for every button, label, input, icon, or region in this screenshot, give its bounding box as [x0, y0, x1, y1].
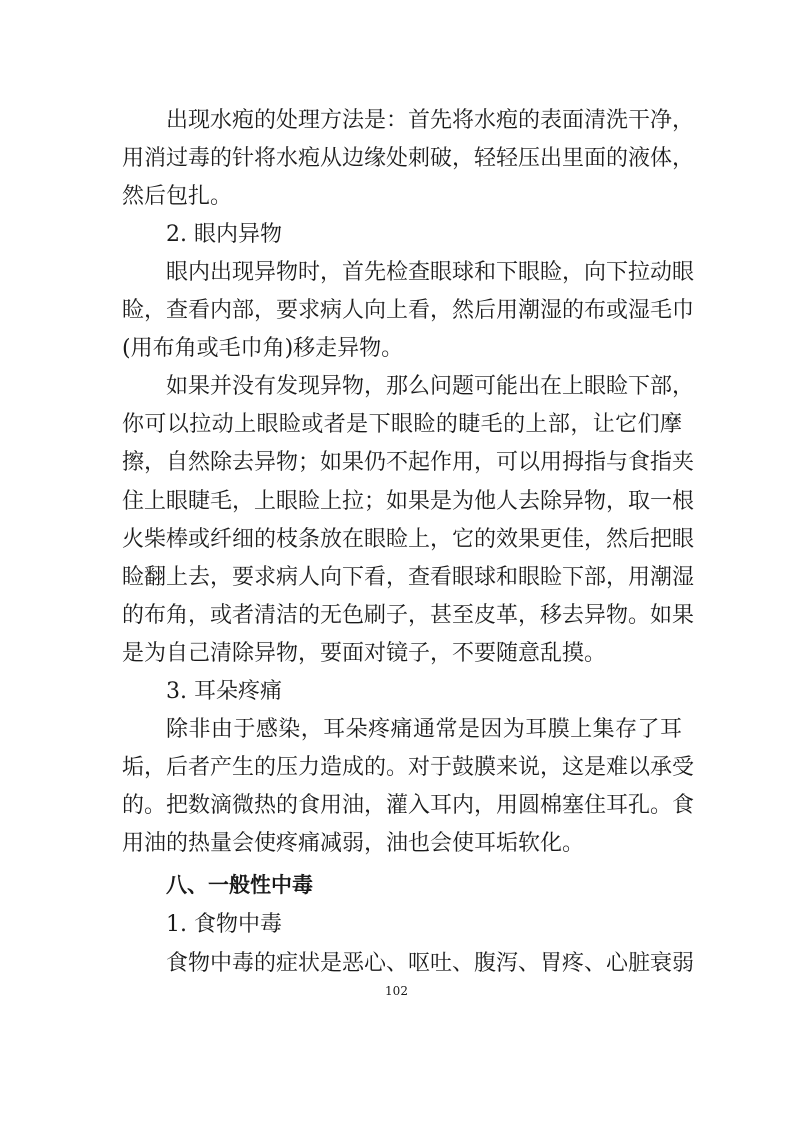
- text-line: 眼内出现异物时，首先检查眼球和下眼睑，向下拉动眼: [166, 260, 695, 285]
- text-line: 睑翻上去，要求病人向下看，查看眼球和眼睑下部，用潮湿: [122, 565, 695, 590]
- subsection-heading-ear: 3. 耳朵疼痛: [166, 679, 282, 704]
- text-line: 的布角，或者清洁的无色刷子，甚至皮革，移去异物。如果: [122, 603, 695, 628]
- text-line: 垢，后者产生的压力造成的。对于鼓膜来说，这是难以承受: [122, 755, 695, 780]
- subsection-heading-food: 1. 食物中毒: [166, 912, 282, 937]
- text-line: 睑，查看内部，要求病人向上看，然后用潮湿的布或湿毛巾: [122, 298, 695, 323]
- text-line: 除非由于感染，耳朵疼痛通常是因为耳膜上集存了耳: [166, 717, 682, 742]
- text-line: 用油的热量会使疼痛减弱，油也会使耳垢软化。: [122, 831, 585, 856]
- text-line: 是为自己清除异物，要面对镜子，不要随意乱摸。: [122, 641, 607, 666]
- page-number: 102: [385, 984, 408, 998]
- text-line: 如果并没有发现异物，那么问题可能出在上眼睑下部，: [166, 374, 695, 399]
- subsection-heading-eye: 2. 眼内异物: [166, 222, 282, 247]
- text-line: 擦，自然除去异物；如果仍不起作用，可以用拇指与食指夹: [122, 450, 695, 475]
- text-line: 用消过毒的针将水疱从边缘处刺破，轻轻压出里面的液体，: [122, 146, 695, 171]
- text-line: 然后包扎。: [122, 184, 233, 209]
- text-line: 出现水疱的处理方法是：首先将水疱的表面清洗干净，: [166, 108, 695, 133]
- text-line: 住上眼睫毛，上眼睑上拉；如果是为他人去除异物，取一根: [122, 489, 695, 514]
- section-heading: 八、一般性中毒: [166, 873, 313, 897]
- text-line: 火柴棒或纤细的枝条放在眼睑上，它的效果更佳，然后把眼: [122, 527, 695, 552]
- text-line: 食物中毒的症状是恶心、呕吐、腹泻、胃疼、心脏衰弱: [166, 951, 695, 976]
- text-line: 的。把数滴微热的食用油，灌入耳内，用圆棉塞住耳孔。食: [122, 793, 695, 818]
- text-line: 你可以拉动上眼睑或者是下眼睑的睫毛的上部，让它们摩: [122, 412, 682, 437]
- text-line: (用布角或毛巾角)移走异物。: [122, 336, 404, 361]
